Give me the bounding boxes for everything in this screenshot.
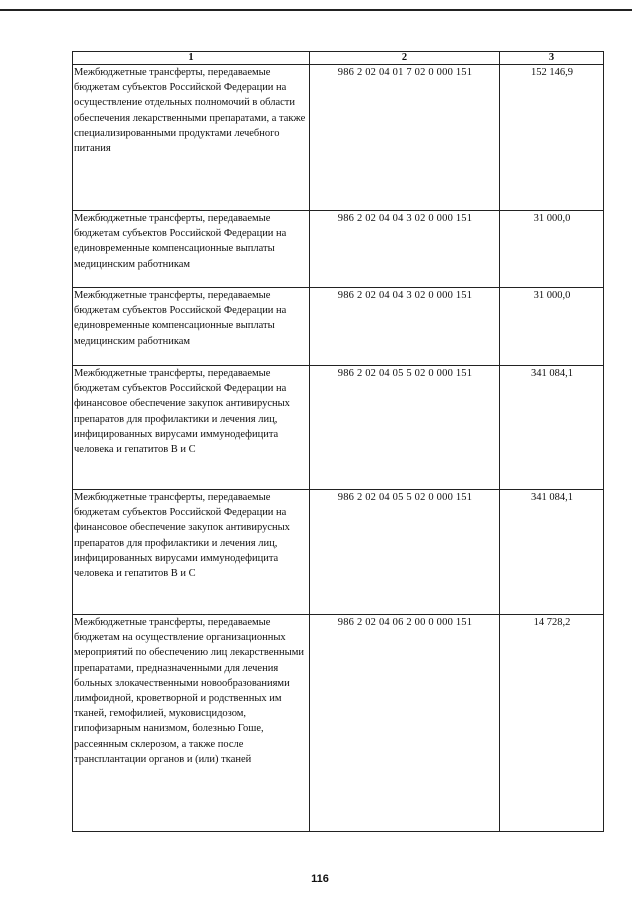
table-row bbox=[73, 288, 604, 366]
column-header-2: 2 bbox=[310, 52, 500, 65]
row-amount: 14 728,2 bbox=[500, 615, 604, 832]
table-header-row bbox=[73, 52, 604, 65]
column-header-1: 1 bbox=[73, 52, 310, 65]
table-row bbox=[73, 366, 604, 490]
row-description: Межбюджетные трансферты, передаваемые бюджетам субъектов Российской Федерации на финансовое обеспечение закупок антивирусных препаратов для профилактики и лечения лиц, инфицированных вирусами иммунодефицита человека и гепатитов B и C bbox=[73, 490, 310, 615]
row-code: 986 2 02 04 04 3 02 0 000 151 bbox=[310, 211, 500, 288]
top-rule bbox=[0, 9, 632, 11]
column-header-3: 3 bbox=[500, 52, 604, 65]
row-amount: 152 146,9 bbox=[500, 65, 604, 211]
table-row bbox=[73, 65, 604, 211]
table-row bbox=[73, 490, 604, 615]
row-description: Межбюджетные трансферты, передаваемые бюджетам субъектов Российской Федерации на единовременные компенсационные выплаты медицинским работникам bbox=[73, 288, 310, 366]
row-code: 986 2 02 04 05 5 02 0 000 151 bbox=[310, 366, 500, 490]
row-code: 986 2 02 04 04 3 02 0 000 151 bbox=[310, 288, 500, 366]
page-number: 116 bbox=[311, 873, 329, 885]
row-amount: 31 000,0 bbox=[500, 211, 604, 288]
row-code: 986 2 02 04 05 5 02 0 000 151 bbox=[310, 490, 500, 615]
row-description: Межбюджетные трансферты, передаваемые бюджетам субъектов Российской Федерации на финансовое обеспечение закупок антивирусных препаратов для профилактики и лечения лиц, инфицированных вирусами иммунодефицита человека и гепатитов B и C bbox=[73, 366, 310, 490]
budget-table bbox=[72, 51, 604, 832]
row-amount: 341 084,1 bbox=[500, 490, 604, 615]
table-row bbox=[73, 615, 604, 832]
row-description: Межбюджетные трансферты, передаваемые бюджетам на осуществление организационных мероприятий по обеспечению лиц лекарственными препаратами, предназначенными для лечения больных злокачественными новообразованиями лимфоидной, кроветворной и родственных им тканей, гемофилией, муковисцидозом, гипофизарным нанизмом, болезнью Гоше, рассеянным склерозом, а также после трансплантации органов и (или) тканей bbox=[73, 615, 310, 832]
row-code: 986 2 02 04 06 2 00 0 000 151 bbox=[310, 615, 500, 832]
row-amount: 341 084,1 bbox=[500, 366, 604, 490]
row-code: 986 2 02 04 01 7 02 0 000 151 bbox=[310, 65, 500, 211]
row-description: Межбюджетные трансферты, передаваемые бюджетам субъектов Российской Федерации на единовременные компенсационные выплаты медицинским работникам bbox=[73, 211, 310, 288]
table-row bbox=[73, 211, 604, 288]
row-amount: 31 000,0 bbox=[500, 288, 604, 366]
row-description: Межбюджетные трансферты, передаваемые бюджетам субъектов Российской Федерации на осуществление отдельных полномочий в области обеспечения лекарственными препаратами, а также специализированными продуктами лечебного питания bbox=[73, 65, 310, 211]
